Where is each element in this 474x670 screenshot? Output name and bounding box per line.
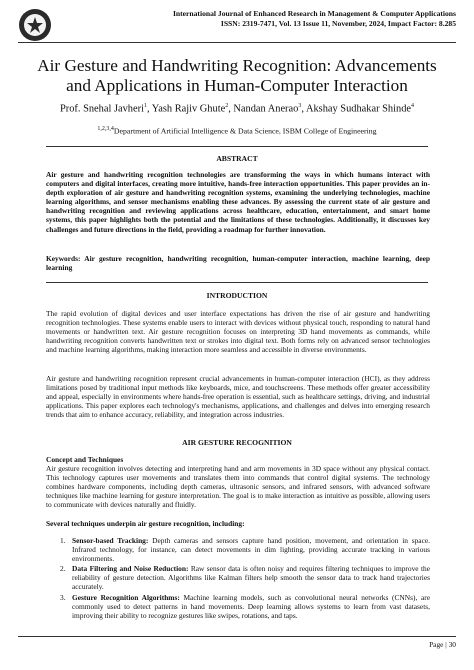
affiliation-sup: 1,2,3,4: [97, 126, 114, 132]
list-number: 2.: [60, 564, 66, 574]
page-number: Page | 30: [429, 640, 456, 649]
author-name: Yash Rajiv Ghute: [151, 103, 226, 115]
air-gesture-paragraph: Air gesture recognition involves detecting and interpreting hand and arm movements in 3D space without any physical contact. This technology captures user movements and translates them into commands that control digital systems. The technology combines hardware components, including depth cameras, ultrasonic sensors, and infrared sensors, with advanced software techniques like machine learning for gesture interpretation. The goal is to make interaction as intuitive as possible, allowing users to communicate with devices naturally and fluidly.: [46, 464, 430, 510]
author-name: Nandan Anerao: [233, 103, 299, 115]
list-number: 3.: [60, 592, 66, 602]
author-sup: 3: [298, 103, 302, 109]
author-list: Prof. Snehal Javheri$^1$, Yash Rajiv Ghute$^2$, Nandan Anerao$^3$, Akshay Sudhakar Shinde$^4$: [59, 103, 415, 115]
journal-name: International Journal of Enhanced Research in Management & Computer Applications: [172, 9, 456, 18]
technique-term: Sensor-based Tracking:: [72, 536, 149, 545]
concept-subheading: Concept and Techniques: [46, 455, 124, 464]
introduction-paragraph-1: The rapid evolution of digital devices and user interface expectations has driven the rise of air gesture and handwriting recognition technologies. These systems enable users to interact with devices without physical touch, responding to natural hand movements or handwritten text. Air gesture recognition focuses on interpreting 3D hand movements as commands, while handwriting recognition converts handwritten text or strokes into digital text. Both forms rely on advanced sensor technologies and machine learning algorithms, making interaction more seamless and accessible in diverse environments.: [46, 309, 430, 355]
issn-line: ISSN: 2319-7471, Vol. 13 Issue 11, November, 2024, Impact Factor: 8.285: [220, 18, 456, 28]
author-name: Akshay Sudhakar Shinde: [305, 103, 412, 115]
footer-divider: [18, 636, 456, 637]
journal-logo-icon: [18, 8, 52, 42]
affiliation-text: Department of Artificial Intelligence & Data Science, ISBM College of Engineering: [113, 126, 377, 136]
techniques-intro: Several techniques underpin air gesture recognition, including:: [46, 519, 245, 528]
author-sup: 1: [143, 103, 147, 109]
author-sup: 2: [225, 103, 229, 109]
list-number: 1.: [60, 536, 66, 545]
techniques-list: [46, 536, 430, 621]
author-sup: 4: [411, 103, 415, 109]
journal-info: [76, 9, 456, 28]
list-item: [46, 536, 430, 563]
affiliation: [20, 124, 454, 137]
author-name: Prof. Snehal Javheri: [59, 103, 144, 115]
paper-title: Air Gesture and Handwriting Recognition: Advancements and Applications in Human-Computer Interaction: [37, 56, 437, 95]
abstract-text: Air gesture and handwriting recognition technologies are transforming the ways in which humans interact with computers and digital interfaces, creating more intuitive, hands-free interaction opportunities. This paper provides an in-depth exploration of air gesture and handwriting recognition systems, examining the underlying technologies, machine learning algorithms, and sensor mechanisms enabling these advances. By assessing the current state of air gesture and handwriting recognition and reviewing applications across healthcare, education, entertainment, and smart home systems, this paper highlights both the potential and the limitations of these technologies. Additionally, it discusses key challenges and future directions in the field, providing a roadmap for further innovation.: [46, 170, 430, 234]
abstract-bottom-rule: [46, 282, 428, 283]
technique-text: Machine learning models, such as convolutional neural networks (CNNs), are commonly used to detect patterns in hand movements. Deep learning allows systems to learn from vast datasets, improving their ability to recognize gestures like swipes, rotations, and taps.: [72, 592, 430, 620]
abstract-top-rule: [46, 146, 428, 147]
technique-term: Gesture Recognition Algorithms:: [72, 592, 180, 602]
introduction-paragraph-2: Air gesture and handwriting recognition represent crucial advancements in human-computer interaction (HCI), as they address limitations posed by traditional input methods like keyboards, mice, and touchscreens. These methods offer greater accessibility and appeal, especially in environments where hands-free operation is essential, such as healthcare settings, driving, and industrial applications. This paper explores each technology's mechanisms, applications, and challenges and delves into emerging research trends that aim to enhance accuracy, reliability, and integration across industries.: [46, 374, 430, 420]
technique-text: Depth cameras and sensors capture hand position, movement, and orientation in space. Infrared technology, for instance, can detect movements in dim lighting, providing accurate tracking in various environments.: [72, 536, 430, 564]
introduction-heading: INTRODUCTION: [206, 291, 268, 300]
header-divider: [18, 42, 456, 43]
technique-term: Data Filtering and Noise Reduction:: [72, 564, 189, 574]
keywords: Keywords: Air gesture recognition, handwriting recognition, human-computer interaction, machine learning, deep learning: [46, 254, 430, 273]
technique-text: Raw sensor data is often noisy and requires filtering techniques to improve the reliability of gesture detection. Algorithms like Kalman filters help smooth the sensor data to track hand trajectories accurately.: [72, 564, 431, 592]
journal-header: [0, 6, 474, 42]
air-gesture-heading: AIR GESTURE RECOGNITION: [182, 438, 292, 447]
list-item: [46, 593, 430, 620]
list-item: [46, 564, 430, 591]
abstract-heading: ABSTRACT: [216, 154, 258, 163]
